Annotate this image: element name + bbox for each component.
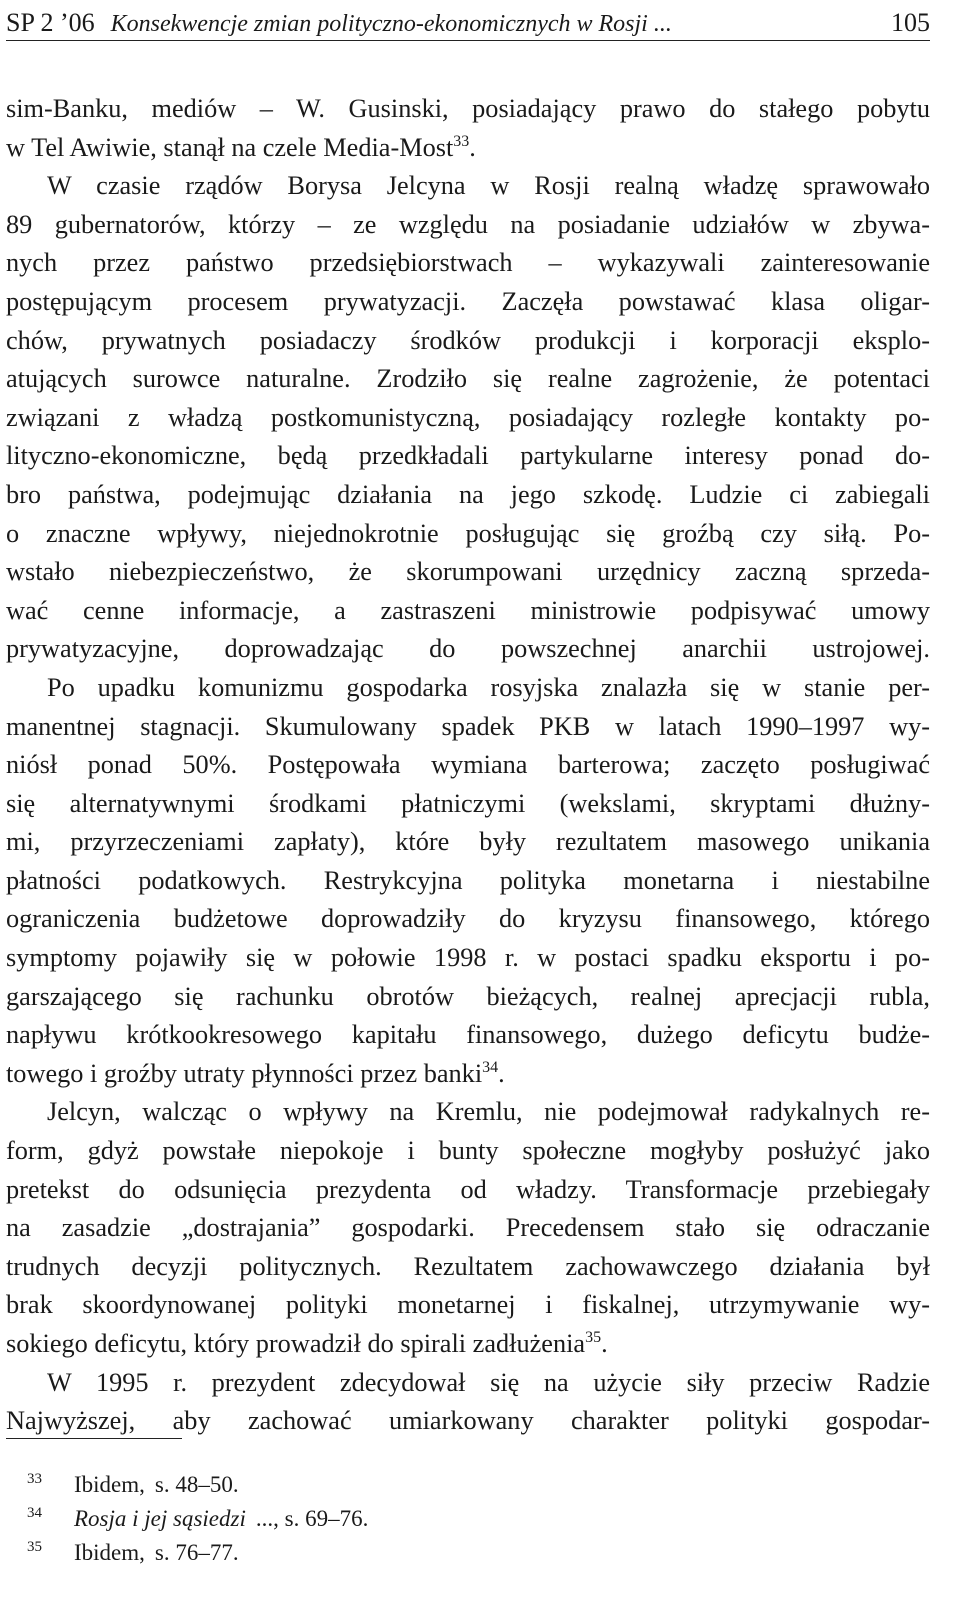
text-line: mi, przyrzeczeniami zapłaty), które były rezultatem masowego unikania [6, 827, 930, 857]
text-line: lityczno-ekonomiczne, będą przedkładali partykularne interesy ponad do- [6, 441, 930, 471]
text-line: płatności podatkowych. Restrykcyjna polityka monetarna i niestabilne [6, 865, 930, 895]
text-line: trudnych decyzji politycznych. Rezultatem zachowawczego działania był [6, 1251, 930, 1281]
footnote: 35 Ibidem, s. 76–77. [27, 1539, 239, 1565]
page-number: 105 [891, 8, 930, 37]
text-line: form, gdyż powstałe niepokoje i bunty społeczne mogłyby posłużyć jako [6, 1136, 930, 1166]
journal-issue: SP 2 ’06 [6, 8, 95, 37]
footnote-ref: 34 [482, 1058, 499, 1076]
text-line: atujących surowce naturalne. Zrodziło się realne zagrożenie, że potentaci [6, 364, 930, 394]
footnote-text: Rosja i jej sąsiedzi [74, 1506, 246, 1531]
text-line: napływu krótkookresowego kapitału finansowego, dużego deficytu budże- [6, 1020, 930, 1050]
text-line: na zasadzie „dostrajania” gospodarki. Precedensem stało się odraczanie [6, 1213, 930, 1243]
footnote-text: ..., s. 69–76. [255, 1506, 369, 1531]
footnote: 34 Rosja i jej sąsiedzi ..., s. 69–76. [27, 1505, 369, 1531]
text-line: nych przez państwo przedsiębiorstwach – wykazywali zainteresowanie [6, 248, 930, 278]
text-line: symptomy pojawiły się w połowie 1998 r. w postaci spadku eksportu i po- [6, 943, 930, 973]
text-line: się alternatywnymi środkami płatniczymi (wekslami, skryptami dłużny- [6, 788, 930, 818]
text-line: chów, prywatnych posiadaczy środków produkcji i korporacji eksplo- [6, 325, 930, 355]
footnote-text: s. 48–50. [154, 1472, 239, 1497]
footnote-text: Ibidem, [74, 1472, 145, 1497]
text-line: brak skoordynowanej polityki monetarnej i fiskalnej, utrzymywanie wy- [6, 1290, 930, 1320]
text-line: Najwyższej, aby zachować umiarkowany charakter polityki gospodar- [6, 1406, 930, 1436]
footnote-text: s. 76–77. [154, 1540, 239, 1565]
text-line: sokiego deficytu, który prowadził do spirali zadłużenia$^{35}$. [6, 1329, 608, 1358]
header-rule [6, 40, 930, 41]
text-line: o znaczne wpływy, niejednokrotnie posługując się groźbą czy siłą. Po- [6, 518, 930, 548]
footnote-ref: 33 [453, 132, 470, 150]
text-line: W czasie rządów Borysa Jelcyna w Rosji realną władzę sprawowało [47, 171, 930, 201]
running-head [6, 4, 930, 42]
text-line: wstało niebezpieczeństwo, że skorumpowani urzędnicy zaczną sprzeda- [6, 557, 930, 587]
text-line: w Tel Awiwie, stanął na czele Media-Most$^{33}$. [6, 132, 476, 162]
footnote-text: Ibidem, [74, 1540, 145, 1565]
text-line: pretekst do odsunięcia prezydenta od władzy. Transformacje przebiegały [6, 1174, 930, 1204]
text-line: prywatyzacyjne, doprowadzając do powszechnej anarchii ustrojowej. [6, 634, 930, 664]
text-line: związani z władzą postkomunistyczną, posiadający rozległe kontakty po- [6, 402, 930, 432]
text-line: wać cenne informacje, a zastraszeni ministrowie podpisywać umowy [6, 595, 930, 625]
text-line: Po upadku komunizmu gospodarka rosyjska znalazła się w stanie per- [47, 672, 930, 702]
footnote: 33 Ibidem, s. 48–50. [27, 1471, 239, 1497]
text-line: W 1995 r. prezydent zdecydował się na użycie siły przeciw Radzie [47, 1367, 930, 1397]
text-line: garszającego się rachunku obrotów bieżących, realnej aprecjacji rubla, [6, 981, 930, 1011]
text-line: 89 gubernatorów, którzy – ze względu na posiadanie udziałów w zbywa- [6, 209, 930, 239]
body-text [6, 90, 930, 1441]
footnotes [6, 1468, 930, 1570]
running-title: Konsekwencje zmian polityczno-ekonomicznych w Rosji ... [110, 11, 672, 37]
text-line: sim-Banku, mediów – W. Gusinski, posiadający prawo do stałego pobytu [6, 94, 930, 123]
text-line: towego i groźby utraty płynności przez banki$^{34}$. [6, 1058, 505, 1088]
text-line: bro państwa, podejmując działania na jego szkodę. Ludzie ci zabiegali [6, 479, 930, 509]
text-line: manentnej stagnacji. Skumulowany spadek PKB w latach 1990–1997 wy- [6, 711, 930, 741]
footnote-rule [6, 1438, 182, 1439]
text-line: Jelcyn, walcząc o wpływy na Kremlu, nie podejmował radykalnych re- [47, 1097, 930, 1127]
text-line: niósł ponad 50%. Postępowała wymiana barterowa; zaczęto posługiwać [6, 750, 930, 780]
footnote-ref: 35 [585, 1329, 602, 1346]
text-line: postępującym procesem prywatyzacji. Zaczęła powstawać klasa oligar- [6, 286, 930, 316]
text-line: ograniczenia budżetowe doprowadziły do kryzysu finansowego, którego [6, 904, 930, 934]
